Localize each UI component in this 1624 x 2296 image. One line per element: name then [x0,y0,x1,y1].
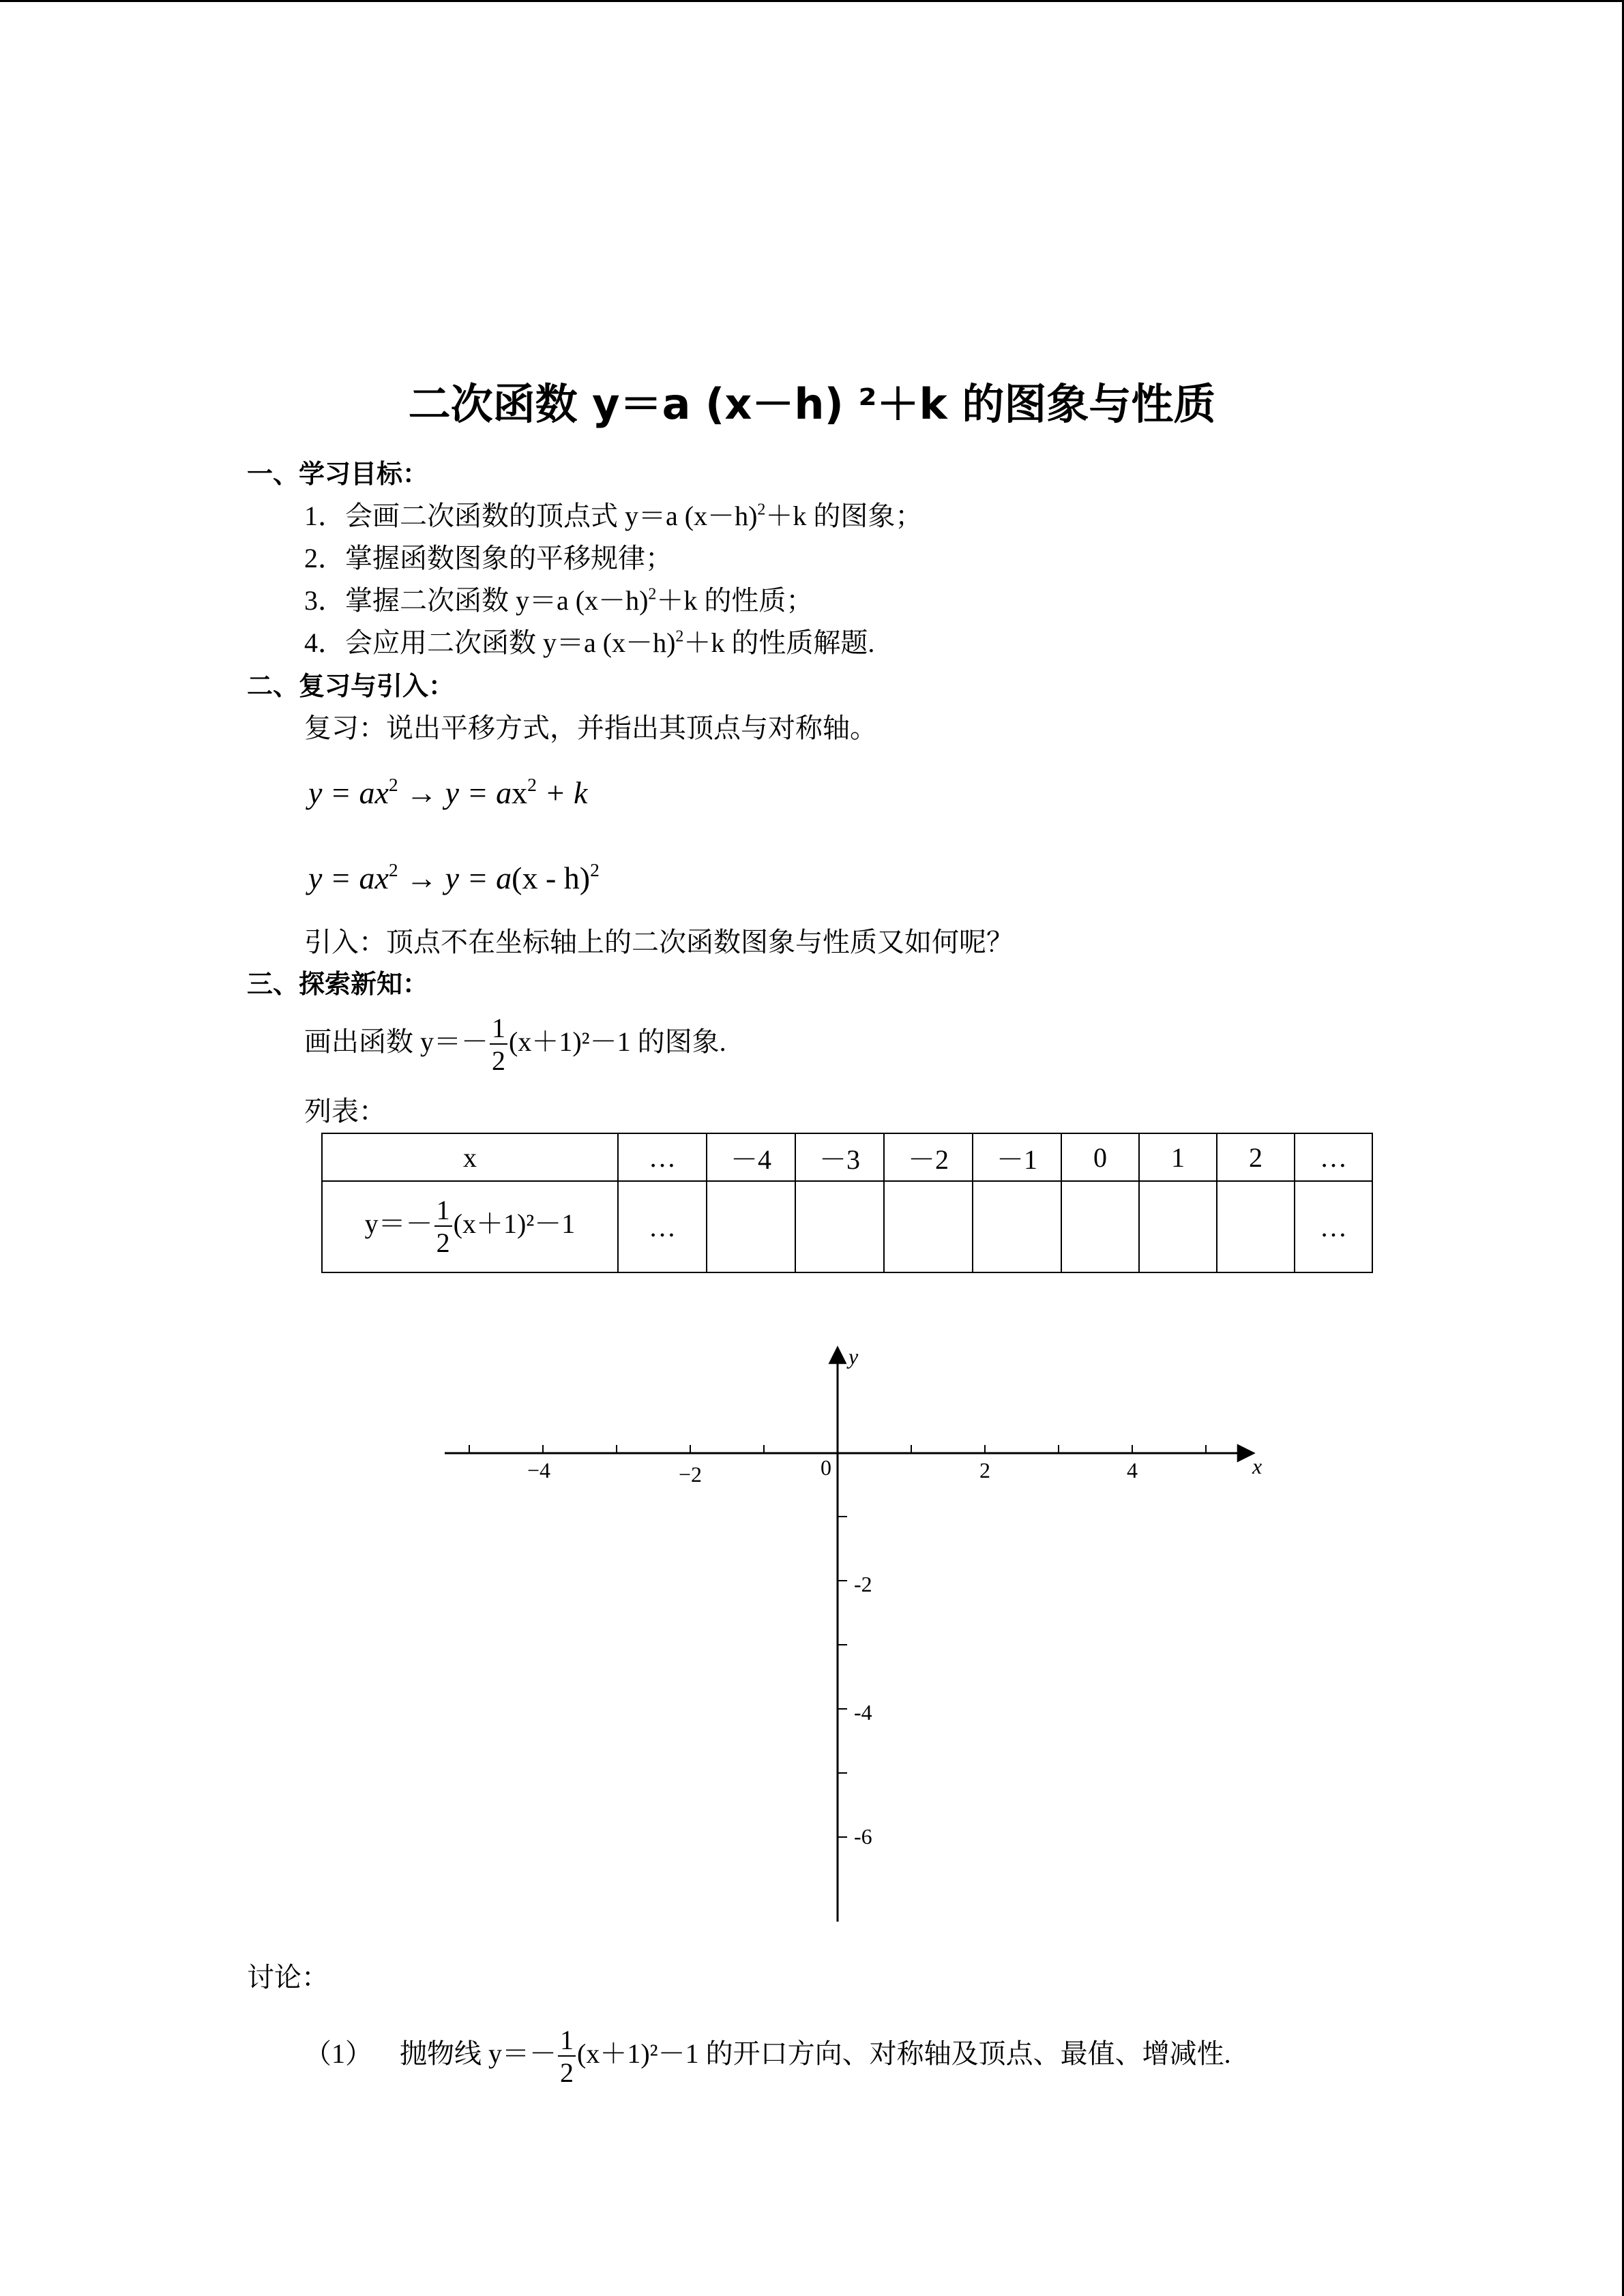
superscript: 2 [675,627,684,646]
y-tick-label: -4 [854,1700,872,1725]
y-ticks [838,1517,847,1837]
goal-text: 4．会应用二次函数 y＝a (x－h) [304,627,676,658]
table-cell: … [618,1133,707,1181]
y-axis-label: y [848,1344,859,1369]
discussion-question-1: （1） 抛物线 y＝－ $\frac{1}{2}$ (x＋1)²－1 的开口方向、对称轴及顶点、最值、增减性. [304,2025,1231,2088]
x-tick-label: 2 [979,1458,990,1482]
superscript: 2 [757,501,766,519]
section-heading-review: 二、复习与引入： [247,671,455,701]
intro-text: 引入：顶点不在坐标轴上的二次函数图象与性质又如何呢？ [304,927,1014,957]
table-cell: … [1295,1181,1372,1272]
section-heading-goals: 一、学习目标： [247,459,429,489]
section-heading-explore: 三、探索新知： [247,969,429,999]
table-cell: 0 [1061,1133,1139,1181]
x-tick-label: 4 [1127,1458,1138,1482]
table-cell: 1 [1139,1133,1217,1181]
table-cell: －3 [795,1133,884,1181]
goal-text: ＋k 的图象； [765,501,923,531]
table-cell: y＝－ $\frac{1}{2}$ (x＋1)²－1 [322,1181,618,1272]
review-text: 复习：说出平移方式，并指出其顶点与对称轴。 [304,713,877,743]
goal-text: 3．掌握二次函数 y＝a (x－h) [304,585,649,616]
goal-text: ＋k 的性质； [656,585,814,616]
y-tick-label: -2 [854,1572,872,1596]
table-cell: 2 [1217,1133,1295,1181]
table-cell: －2 [884,1133,973,1181]
y-tick-label: -6 [854,1824,872,1849]
table-cell: … [1295,1133,1372,1181]
x-tick-label: −2 [678,1462,703,1487]
x-axis-label: x [1252,1454,1263,1478]
origin-label: 0 [821,1455,831,1480]
formula-2: $y = ax^2 \to y = a(x - h)^2$ [308,859,600,895]
goal-text: ＋k 的性质解题. [683,627,875,658]
list-label: 列表： [304,1096,386,1127]
table-cell: … [618,1181,707,1272]
fraction-one-half: $\frac{1}{2}$ [490,1015,507,1075]
discussion-label: 讨论： [247,1962,329,1993]
fraction-one-half: $\frac{1}{2}$ [434,1197,452,1257]
question-number: （1） [304,2038,372,2070]
goal-text: 2．掌握函数图象的平移规律； [304,543,673,573]
table-cell: －4 [707,1133,795,1181]
formula-1: $y = ax^2 \to y = ax^2 + k$ [308,774,588,810]
page-title: 二次函数 y＝a (x－h) ²＋k 的图象与性质 [408,379,1216,429]
x-tick-label: −4 [527,1458,551,1482]
fraction-one-half: $\frac{1}{2}$ [558,2027,576,2087]
table-cell: －1 [973,1133,1061,1181]
table-cell: x [322,1133,618,1181]
goal-text: 1．会画二次函数的顶点式 y＝a (x－h) [304,501,758,531]
draw-instruction: 画出函数 y＝－ $\frac{1}{2}$ (x＋1)²－1 的图象. [304,1013,726,1076]
superscript: 2 [648,585,657,603]
